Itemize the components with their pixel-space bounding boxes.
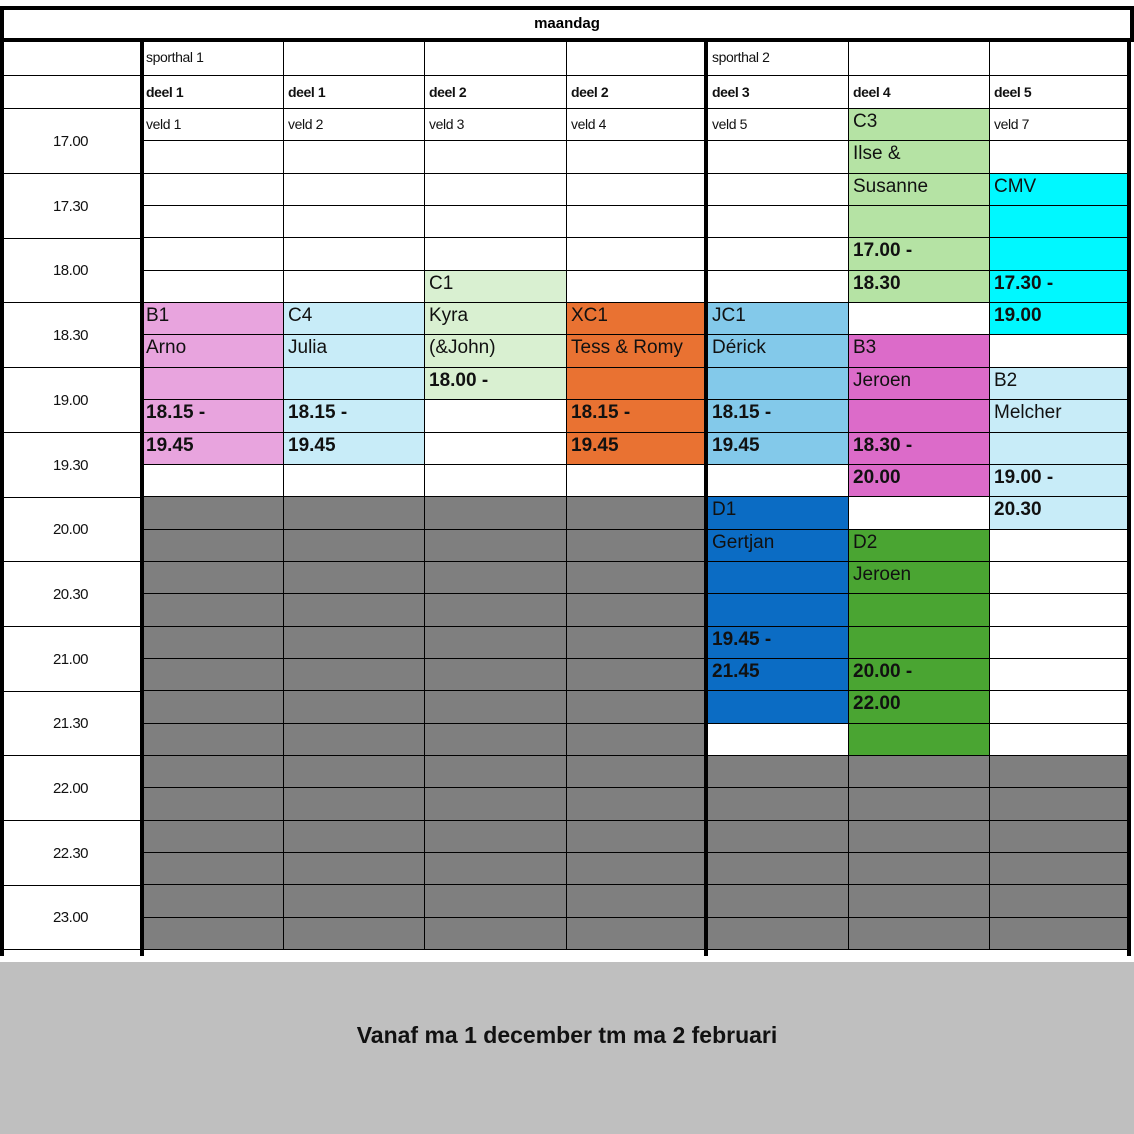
unavailable-slot — [142, 821, 284, 853]
session-text: B1 — [142, 303, 284, 335]
session-slot — [849, 400, 990, 433]
unavailable-slot — [425, 853, 567, 885]
hall-separator — [1127, 42, 1131, 956]
unavailable-slot — [567, 853, 708, 885]
session-slot — [990, 206, 1130, 238]
time-label: 17.00 — [0, 109, 142, 174]
empty-slot — [990, 562, 1130, 594]
empty-slot — [284, 271, 425, 303]
session-slot — [849, 724, 990, 756]
empty-slot — [142, 238, 284, 271]
unavailable-slot — [284, 627, 425, 659]
unavailable-slot — [425, 788, 567, 821]
session-text: CMV — [990, 174, 1130, 206]
unavailable-slot — [708, 821, 849, 853]
session-slot — [990, 433, 1130, 465]
session-text: D2 — [849, 530, 990, 562]
session-text: C4 — [284, 303, 425, 335]
session-text: 19.00 — [990, 303, 1130, 335]
session-text: 18.00 - — [425, 368, 567, 400]
empty-slot — [708, 724, 849, 756]
unavailable-slot — [425, 885, 567, 918]
unavailable-slot — [849, 756, 990, 788]
unavailable-slot — [142, 497, 284, 530]
empty-slot — [990, 627, 1130, 659]
empty-slot — [567, 174, 708, 206]
unavailable-slot — [425, 691, 567, 724]
time-label: 22.00 — [0, 756, 142, 821]
unavailable-slot — [142, 885, 284, 918]
unavailable-slot — [567, 756, 708, 788]
empty-slot — [990, 691, 1130, 724]
unavailable-slot — [425, 756, 567, 788]
unavailable-slot — [567, 627, 708, 659]
empty-slot — [708, 174, 849, 206]
empty-slot — [708, 238, 849, 271]
session-text: Tess & Romy — [567, 335, 708, 368]
unavailable-slot — [284, 594, 425, 627]
unavailable-slot — [567, 497, 708, 530]
hall-cell — [990, 42, 1130, 76]
time-label: 18.30 — [0, 303, 142, 368]
empty-slot — [567, 238, 708, 271]
day-title: maandag — [0, 6, 1134, 42]
unavailable-slot — [708, 918, 849, 950]
session-text: Jeroen — [849, 368, 990, 400]
unavailable-slot — [567, 594, 708, 627]
unavailable-slot — [142, 627, 284, 659]
unavailable-slot — [284, 885, 425, 918]
empty-slot — [567, 465, 708, 497]
session-text: XC1 — [567, 303, 708, 335]
unavailable-slot — [849, 885, 990, 918]
unavailable-slot — [708, 756, 849, 788]
field-label: veld 5 — [708, 109, 849, 141]
empty-slot — [567, 206, 708, 238]
unavailable-slot — [849, 821, 990, 853]
session-text: B3 — [849, 335, 990, 368]
session-text: JC1 — [708, 303, 849, 335]
unavailable-slot — [567, 530, 708, 562]
empty-slot — [284, 206, 425, 238]
session-text: 19.00 - — [990, 465, 1130, 497]
unavailable-slot — [142, 594, 284, 627]
empty-slot — [142, 141, 284, 174]
unavailable-slot — [567, 918, 708, 950]
empty-slot — [284, 141, 425, 174]
unavailable-slot — [142, 918, 284, 950]
session-text: B2 — [990, 368, 1130, 400]
unavailable-slot — [425, 562, 567, 594]
session-slot — [567, 368, 708, 400]
hall-cell — [284, 42, 425, 76]
hall-label: sporthal 2 — [708, 42, 849, 76]
session-text: 19.45 — [567, 433, 708, 465]
session-text: 18.15 - — [567, 400, 708, 433]
part-label: deel 1 — [284, 76, 425, 109]
empty-slot — [425, 238, 567, 271]
empty-slot — [990, 724, 1130, 756]
session-text: D1 — [708, 497, 849, 530]
unavailable-slot — [849, 918, 990, 950]
empty-slot — [990, 530, 1130, 562]
unavailable-slot — [990, 756, 1130, 788]
unavailable-slot — [567, 562, 708, 594]
hall-cell — [567, 42, 708, 76]
empty-slot — [567, 141, 708, 174]
unavailable-slot — [284, 918, 425, 950]
hall-label: sporthal 1 — [142, 42, 284, 76]
hall-cell — [425, 42, 567, 76]
unavailable-slot — [142, 691, 284, 724]
session-slot — [284, 368, 425, 400]
session-text: 18.30 - — [849, 433, 990, 465]
unavailable-slot — [708, 853, 849, 885]
time-label: 21.00 — [0, 627, 142, 692]
unavailable-slot — [284, 821, 425, 853]
part-label: deel 2 — [425, 76, 567, 109]
field-label: veld 1 — [142, 109, 284, 141]
time-label: 17.30 — [0, 174, 142, 239]
unavailable-slot — [142, 853, 284, 885]
unavailable-slot — [567, 885, 708, 918]
empty-slot — [849, 497, 990, 530]
session-slot — [708, 691, 849, 724]
session-text: 22.00 — [849, 691, 990, 724]
empty-slot — [990, 141, 1130, 174]
unavailable-slot — [425, 659, 567, 691]
empty-slot — [708, 271, 849, 303]
part-label: deel 5 — [990, 76, 1130, 109]
empty-slot — [567, 271, 708, 303]
empty-slot — [142, 206, 284, 238]
session-text: 20.30 — [990, 497, 1130, 530]
empty-slot — [990, 659, 1130, 691]
time-label: 20.30 — [0, 562, 142, 627]
session-slot — [708, 594, 849, 627]
hall-separator — [704, 42, 708, 956]
unavailable-slot — [567, 821, 708, 853]
session-text: C1 — [425, 271, 567, 303]
empty-slot — [425, 206, 567, 238]
session-slot — [849, 627, 990, 659]
session-slot — [990, 238, 1130, 271]
session-text: (&John) — [425, 335, 567, 368]
part-label: deel 4 — [849, 76, 990, 109]
session-text: 17.30 - — [990, 271, 1130, 303]
footer-date-range: Vanaf ma 1 december tm ma 2 februari — [356, 1022, 778, 1048]
field-label: veld 3 — [425, 109, 567, 141]
empty-slot — [284, 238, 425, 271]
part-label: deel 2 — [567, 76, 708, 109]
empty-slot — [990, 335, 1130, 368]
part-label: deel 1 — [142, 76, 284, 109]
part-label: deel 3 — [708, 76, 849, 109]
unavailable-slot — [284, 853, 425, 885]
unavailable-slot — [708, 788, 849, 821]
session-text: 18.15 - — [708, 400, 849, 433]
unavailable-slot — [990, 821, 1130, 853]
empty-slot — [142, 174, 284, 206]
session-text: 20.00 - — [849, 659, 990, 691]
empty-slot — [425, 174, 567, 206]
empty-slot — [142, 271, 284, 303]
field-label: veld 2 — [284, 109, 425, 141]
session-text: 19.45 - — [708, 627, 849, 659]
session-text: 19.45 — [708, 433, 849, 465]
corner-cell — [0, 42, 142, 76]
session-slot — [849, 206, 990, 238]
empty-slot — [425, 433, 567, 465]
time-label: 21.30 — [0, 691, 142, 756]
empty-slot — [284, 465, 425, 497]
unavailable-slot — [990, 885, 1130, 918]
session-text: 18.30 — [849, 271, 990, 303]
unavailable-slot — [567, 691, 708, 724]
session-slot — [142, 368, 284, 400]
hall-separator — [0, 42, 4, 956]
session-text: 18.15 - — [142, 400, 284, 433]
unavailable-slot — [425, 724, 567, 756]
session-slot — [849, 594, 990, 627]
unavailable-slot — [425, 530, 567, 562]
unavailable-slot — [142, 530, 284, 562]
time-label: 19.00 — [0, 368, 142, 433]
session-text: C3 — [849, 109, 990, 141]
session-slot — [708, 562, 849, 594]
unavailable-slot — [425, 627, 567, 659]
session-text: 21.45 — [708, 659, 849, 691]
unavailable-slot — [284, 691, 425, 724]
empty-slot — [425, 400, 567, 433]
session-text: 20.00 — [849, 465, 990, 497]
unavailable-slot — [142, 659, 284, 691]
empty-slot — [708, 206, 849, 238]
time-label: 22.30 — [0, 821, 142, 886]
hall-cell — [849, 42, 990, 76]
unavailable-slot — [425, 594, 567, 627]
corner-cell — [0, 76, 142, 109]
unavailable-slot — [567, 788, 708, 821]
empty-slot — [990, 594, 1130, 627]
unavailable-slot — [990, 788, 1130, 821]
time-label: 18.00 — [0, 238, 142, 303]
unavailable-slot — [849, 788, 990, 821]
session-text: Julia — [284, 335, 425, 368]
unavailable-slot — [142, 724, 284, 756]
empty-slot — [425, 141, 567, 174]
session-text: Gertjan — [708, 530, 849, 562]
unavailable-slot — [425, 497, 567, 530]
unavailable-slot — [425, 821, 567, 853]
session-text: 19.45 — [142, 433, 284, 465]
unavailable-slot — [284, 756, 425, 788]
empty-slot — [708, 141, 849, 174]
unavailable-slot — [142, 788, 284, 821]
session-text: 18.15 - — [284, 400, 425, 433]
session-text: Melcher — [990, 400, 1130, 433]
field-label: veld 4 — [567, 109, 708, 141]
unavailable-slot — [849, 853, 990, 885]
unavailable-slot — [284, 724, 425, 756]
empty-slot — [142, 465, 284, 497]
hall-separator — [140, 42, 144, 956]
unavailable-slot — [990, 918, 1130, 950]
unavailable-slot — [142, 756, 284, 788]
unavailable-slot — [567, 724, 708, 756]
session-text: 17.00 - — [849, 238, 990, 271]
empty-slot — [284, 174, 425, 206]
session-text: Kyra — [425, 303, 567, 335]
field-label: veld 7 — [990, 109, 1130, 141]
unavailable-slot — [142, 562, 284, 594]
session-text: Dérick — [708, 335, 849, 368]
empty-slot — [849, 303, 990, 335]
unavailable-slot — [284, 659, 425, 691]
unavailable-slot — [708, 885, 849, 918]
time-label: 19.30 — [0, 433, 142, 498]
unavailable-slot — [425, 918, 567, 950]
session-slot — [708, 368, 849, 400]
session-text: Jeroen — [849, 562, 990, 594]
time-label: 20.00 — [0, 497, 142, 562]
empty-slot — [425, 465, 567, 497]
unavailable-slot — [284, 562, 425, 594]
time-label: 23.00 — [0, 885, 142, 950]
unavailable-slot — [284, 497, 425, 530]
empty-slot — [708, 465, 849, 497]
session-text: 19.45 — [284, 433, 425, 465]
unavailable-slot — [990, 853, 1130, 885]
session-text: Arno — [142, 335, 284, 368]
unavailable-slot — [567, 659, 708, 691]
session-text: Susanne — [849, 174, 990, 206]
unavailable-slot — [284, 788, 425, 821]
session-text: Ilse & — [849, 141, 990, 174]
unavailable-slot — [284, 530, 425, 562]
